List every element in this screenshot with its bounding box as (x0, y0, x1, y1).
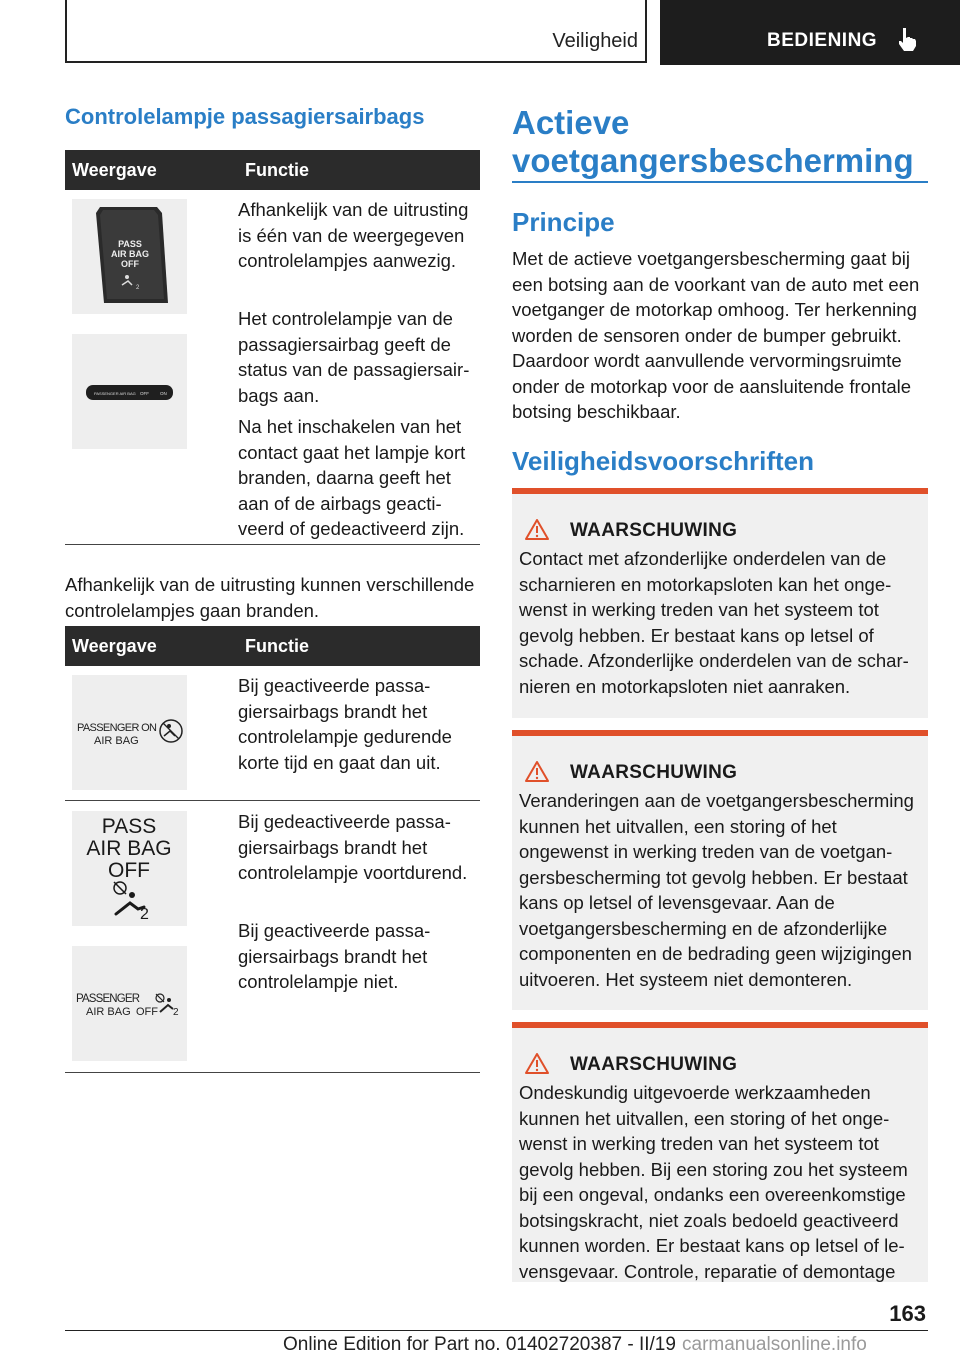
chapter-title (512, 104, 914, 180)
table-header-weergave: Weergave (65, 150, 238, 190)
table1-desc-2: Het controlelampje van de passagiersairbag geeft de status van de passagiersairbags aan. (238, 308, 470, 406)
table2-row2-desc-2: Bij geactiveerde passagiersairbags brandt het controlelampje niet. (238, 920, 431, 992)
img5-sub: 2 (173, 1007, 179, 1018)
footer-edition: Online Edition for Part no. 01402720387 - II/19 (283, 1334, 676, 1355)
header-section: Veiligheid (552, 30, 638, 52)
warning-triangle-icon (524, 760, 550, 784)
chapter-title-line-2: voetgangersbescherming (512, 142, 914, 179)
pointing-hand-icon (895, 26, 919, 57)
principe-title: Principe (512, 207, 615, 237)
table-airbag-states (65, 626, 480, 666)
chapter-title-rule (512, 181, 928, 183)
warning-label-2: WAARSCHUWING (570, 762, 738, 783)
warning-text-2: Veranderingen aan de voetgangersbescherming kunnen het uitvallen, een storing of het ongewenst in werking treden van de voetgangersbescherming tot gevolg hebben. Er bestaat kans op letsel of levensgevaar. Aan de voetgangersbescherming en de afzonderlijke componenten en de bedrading geen wijzigingen uitvoeren. Het systeem niet demonteren. (519, 790, 914, 990)
safety-title: Veiligheidsvoorschriften (512, 446, 814, 476)
img5-line-1: PASSENGER (76, 993, 140, 1005)
principe-text: Met de actieve voetgangersbescherming gaat bij een botsing aan de voorkant van de auto met een voetganger de motorkap omhoog. Ter herkenning worden de sensoren onder de bumper gebruikt. Daardoor wordt aanvullende vervormingsruimte onder de motorkap voor de aansluitende frontale botsing beschikbaar. (512, 248, 920, 422)
warning-text-1: Contact met afzonderlijke onderdelen van de scharnieren en motorkapsloten kan het ongewenst in werking treden van het systeem tot gevolg hebben. Er bestaat kans op letsel of schade. Afzonderlijke onderdelen van de scharnieren en motorkapsloten niet aanraken. (519, 548, 909, 697)
img1-line-3: OFF (121, 259, 139, 269)
img2-left: PASSENGER AIR BAG (94, 391, 136, 396)
table-airbag-lamps (65, 150, 480, 190)
table2-header-weergave: Weergave (65, 626, 238, 666)
table2-row-rule (65, 800, 480, 801)
table2-row2-desc-1: Bij gedeactiveerde passagiersairbags brandt het controlelampje voortdurend. (238, 811, 468, 883)
table1-desc-3: Na het inschakelen van het contact gaat het lampje kort branden, daarna geeft het aan of de airbags geactiveerd of gedeactiveerd zijn. (238, 416, 466, 539)
table1-bottom-rule (65, 544, 480, 545)
footer-rule (65, 1330, 928, 1331)
passenger-airbag-off-image (72, 946, 187, 1061)
img5-off: OFF (136, 1006, 158, 1018)
warning-box-1 (512, 488, 928, 718)
header-tab-label: BEDIENING (767, 30, 878, 51)
passenger-airbag-strip-image (72, 334, 187, 449)
img4-sub: 2 (140, 906, 149, 923)
img4-line-1: PASS (101, 815, 157, 838)
img1-line-1: PASS (118, 239, 142, 249)
table2-bottom-rule (65, 1072, 480, 1073)
warning-label-1: WAARSCHUWING (570, 520, 738, 541)
img3-line-2: AIR BAG (94, 735, 139, 747)
table2-header-functie: Functie (238, 626, 480, 666)
section-title-airbag-lamp: Controlelampje passagiersairbags (65, 104, 425, 129)
warning-box-3 (512, 1022, 928, 1282)
passenger-airbag-on-image (72, 675, 187, 790)
chapter-title-line-1: Actieve (512, 104, 630, 141)
table-header-functie: Functie (238, 150, 480, 190)
pass-airbag-off-lamp-image (72, 811, 187, 926)
page-number: 163 (889, 1301, 926, 1326)
img4-line-3: OFF (108, 859, 150, 882)
img4-line-2: AIR BAG (86, 837, 172, 860)
img5-line-2: AIR BAG (86, 1006, 131, 1018)
lamps-note-paragraph: Afhankelijk van de uitrusting kunnen verschillende controlelampjes gaan branden. (65, 574, 475, 621)
warning-triangle-icon (524, 518, 550, 542)
img1-sub: 2 (136, 285, 140, 291)
pass-airbag-off-switch-image (72, 199, 187, 314)
warning-text-3: Ondeskundig uitgevoerde werkzaamheden kunnen het uitvallen, een storing of het ongewenst in werking treden van het systeem tot gevolg hebben. Bij een storing zou het systeem bij een ongeval, ondanks een overeenkomstige botsingskracht, niet zoals bedoeld geactiveerd kunnen worden. Er bestaat kans op letsel of levensgevaar. Controle, reparatie of demontage (519, 1082, 908, 1282)
table2-row1-desc: Bij geactiveerde passagiersairbags brandt het controlelampje gedurende korte tijd en gaat dan uit. (238, 675, 452, 773)
img1-line-2: AIR BAG (111, 249, 149, 259)
warning-triangle-icon (524, 1052, 550, 1076)
header-tab[interactable] (660, 0, 960, 65)
img2-mid: OFF (140, 391, 149, 396)
warning-box-2 (512, 730, 928, 1010)
footer-watermark: carmanualsonline.info (682, 1334, 867, 1355)
table1-desc-1: Afhankelijk van de uitrusting is één van de weergegeven controlelampjes aanwezig. (238, 199, 469, 271)
warning-label-3: WAARSCHUWING (570, 1054, 738, 1075)
img3-line-1: PASSENGER ON (77, 722, 157, 734)
img2-right: ON (160, 391, 167, 396)
